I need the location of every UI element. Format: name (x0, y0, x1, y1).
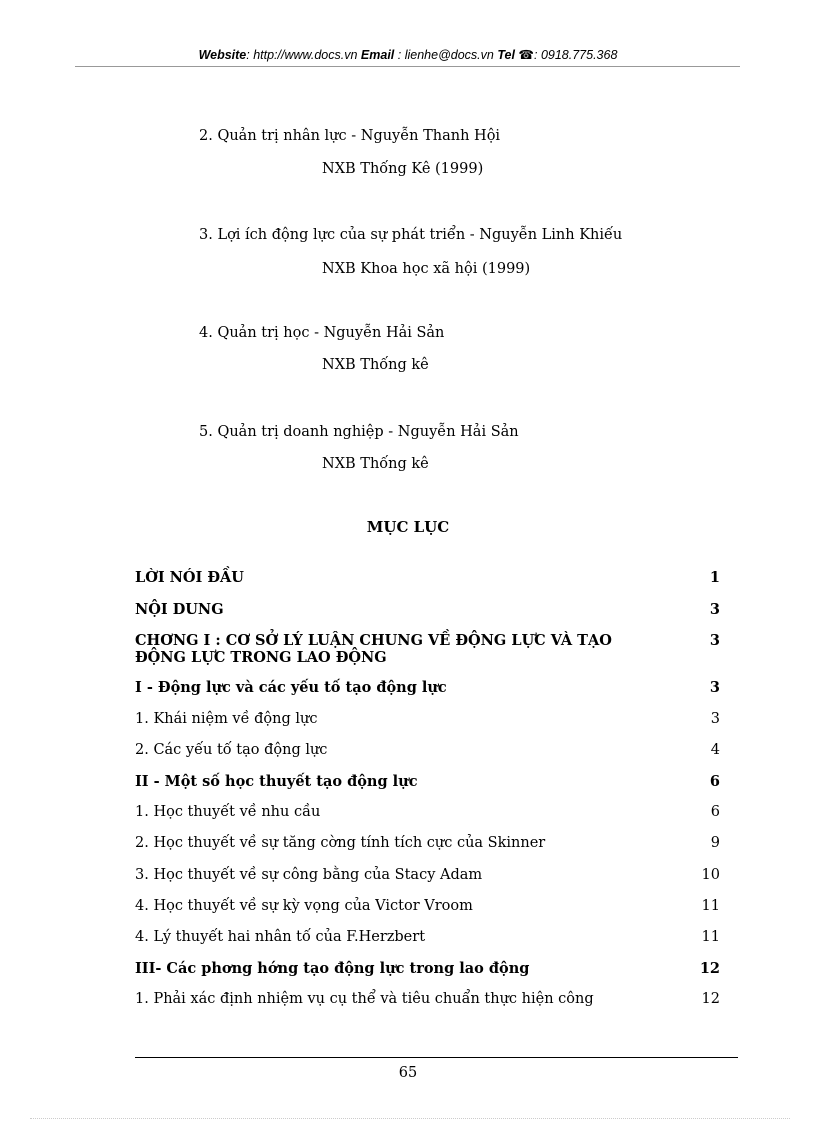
toc-entry-label: NỘI DUNG (135, 601, 224, 618)
toc-entry-page: 1 (709, 569, 720, 586)
reference-publisher: NXB Thống Kê (1999) (322, 161, 484, 177)
reference-publisher: NXB Thống kê (322, 357, 429, 373)
page-edge-divider (30, 1118, 790, 1119)
email-value: : lienhe@docs.vn (397, 48, 494, 62)
toc-entry-page: 12 (699, 960, 720, 977)
toc-entry-page: 3 (709, 632, 720, 649)
toc-entry-label: 1. Khái niệm về động lực (135, 711, 318, 727)
website-label: Website (198, 48, 247, 62)
toc-entry-page: 10 (701, 867, 720, 883)
page-number: 65 (398, 1065, 418, 1081)
toc-entry-page: 6 (710, 804, 720, 820)
reference-publisher: NXB Khoa học xã hội (1999) (322, 261, 531, 277)
reference-title: 2. Quản trị nhân lực - Nguyễn Thanh Hội (199, 128, 501, 144)
page-header (0, 47, 816, 62)
toc-title: MỤC LỤC (366, 518, 450, 536)
toc-entry-label: 2. Học thuyết về sự tăng cờng tính tích cực của Skinner (135, 835, 546, 851)
tel-value: : 0918.775.368 (534, 48, 618, 62)
toc-entry-label: 1. Học thuyết về nhu cầu (135, 804, 321, 820)
email-label: Email (360, 48, 395, 62)
toc-entry-page: 3 (709, 601, 720, 618)
toc-entry-label: II - Một số học thuyết tạo động lực (135, 773, 418, 790)
toc-entry-page: 3 (710, 711, 720, 727)
reference-title: 4. Quản trị học - Nguyễn Hải Sản (199, 325, 445, 341)
toc-entry-label: LỜI NÓI ĐẦU (135, 569, 244, 586)
toc-entry-page: 9 (710, 835, 720, 851)
toc-entry-page: 6 (709, 773, 720, 790)
toc-entry-label: 4. Học thuyết về sự kỳ vọng của Victor Vroom (135, 898, 473, 914)
toc-entry-page: 4 (710, 742, 720, 758)
toc-entry-label: 3. Học thuyết về sự công bằng của Stacy Adam (135, 867, 483, 883)
toc-entry-label: III- Các phơng hớng tạo động lực trong lao động (135, 960, 530, 977)
reference-title: 3. Lợi ích động lực của sự phát triển - Nguyễn Linh Khiếu (199, 227, 623, 243)
toc-entry-label: 2. Các yếu tố tạo động lực (135, 742, 328, 758)
toc-entry-page: 12 (701, 991, 720, 1007)
toc-entry-page: 11 (701, 898, 720, 914)
phone-icon: ☎ (518, 48, 534, 62)
toc-entry-label: CHƠNG I : CƠ SỞ LÝ LUẬN CHUNG VỀ ĐỘNG LỰC VÀ TẠO ĐỘNG LỰC TRONG LAO ĐỘNG (135, 632, 612, 666)
reference-publisher: NXB Thống kê (322, 456, 429, 472)
toc-entry-page: 3 (709, 679, 720, 696)
toc-entry-label: 4. Lý thuyết hai nhân tố của F.Herzbert (135, 929, 426, 945)
toc-entry-label: 1. Phải xác định nhiệm vụ cụ thể và tiêu chuẩn thực hiện công (135, 991, 594, 1007)
reference-title: 5. Quản trị doanh nghiệp - Nguyễn Hải Sản (199, 424, 519, 440)
toc-entry-page: 11 (701, 929, 720, 945)
header-divider (75, 66, 740, 67)
footer-divider (135, 1057, 738, 1058)
toc-entry-label: I - Động lực và các yếu tố tạo động lực (135, 679, 447, 696)
tel-label: Tel (497, 48, 515, 62)
website-value: : http://www.docs.vn (246, 48, 358, 62)
